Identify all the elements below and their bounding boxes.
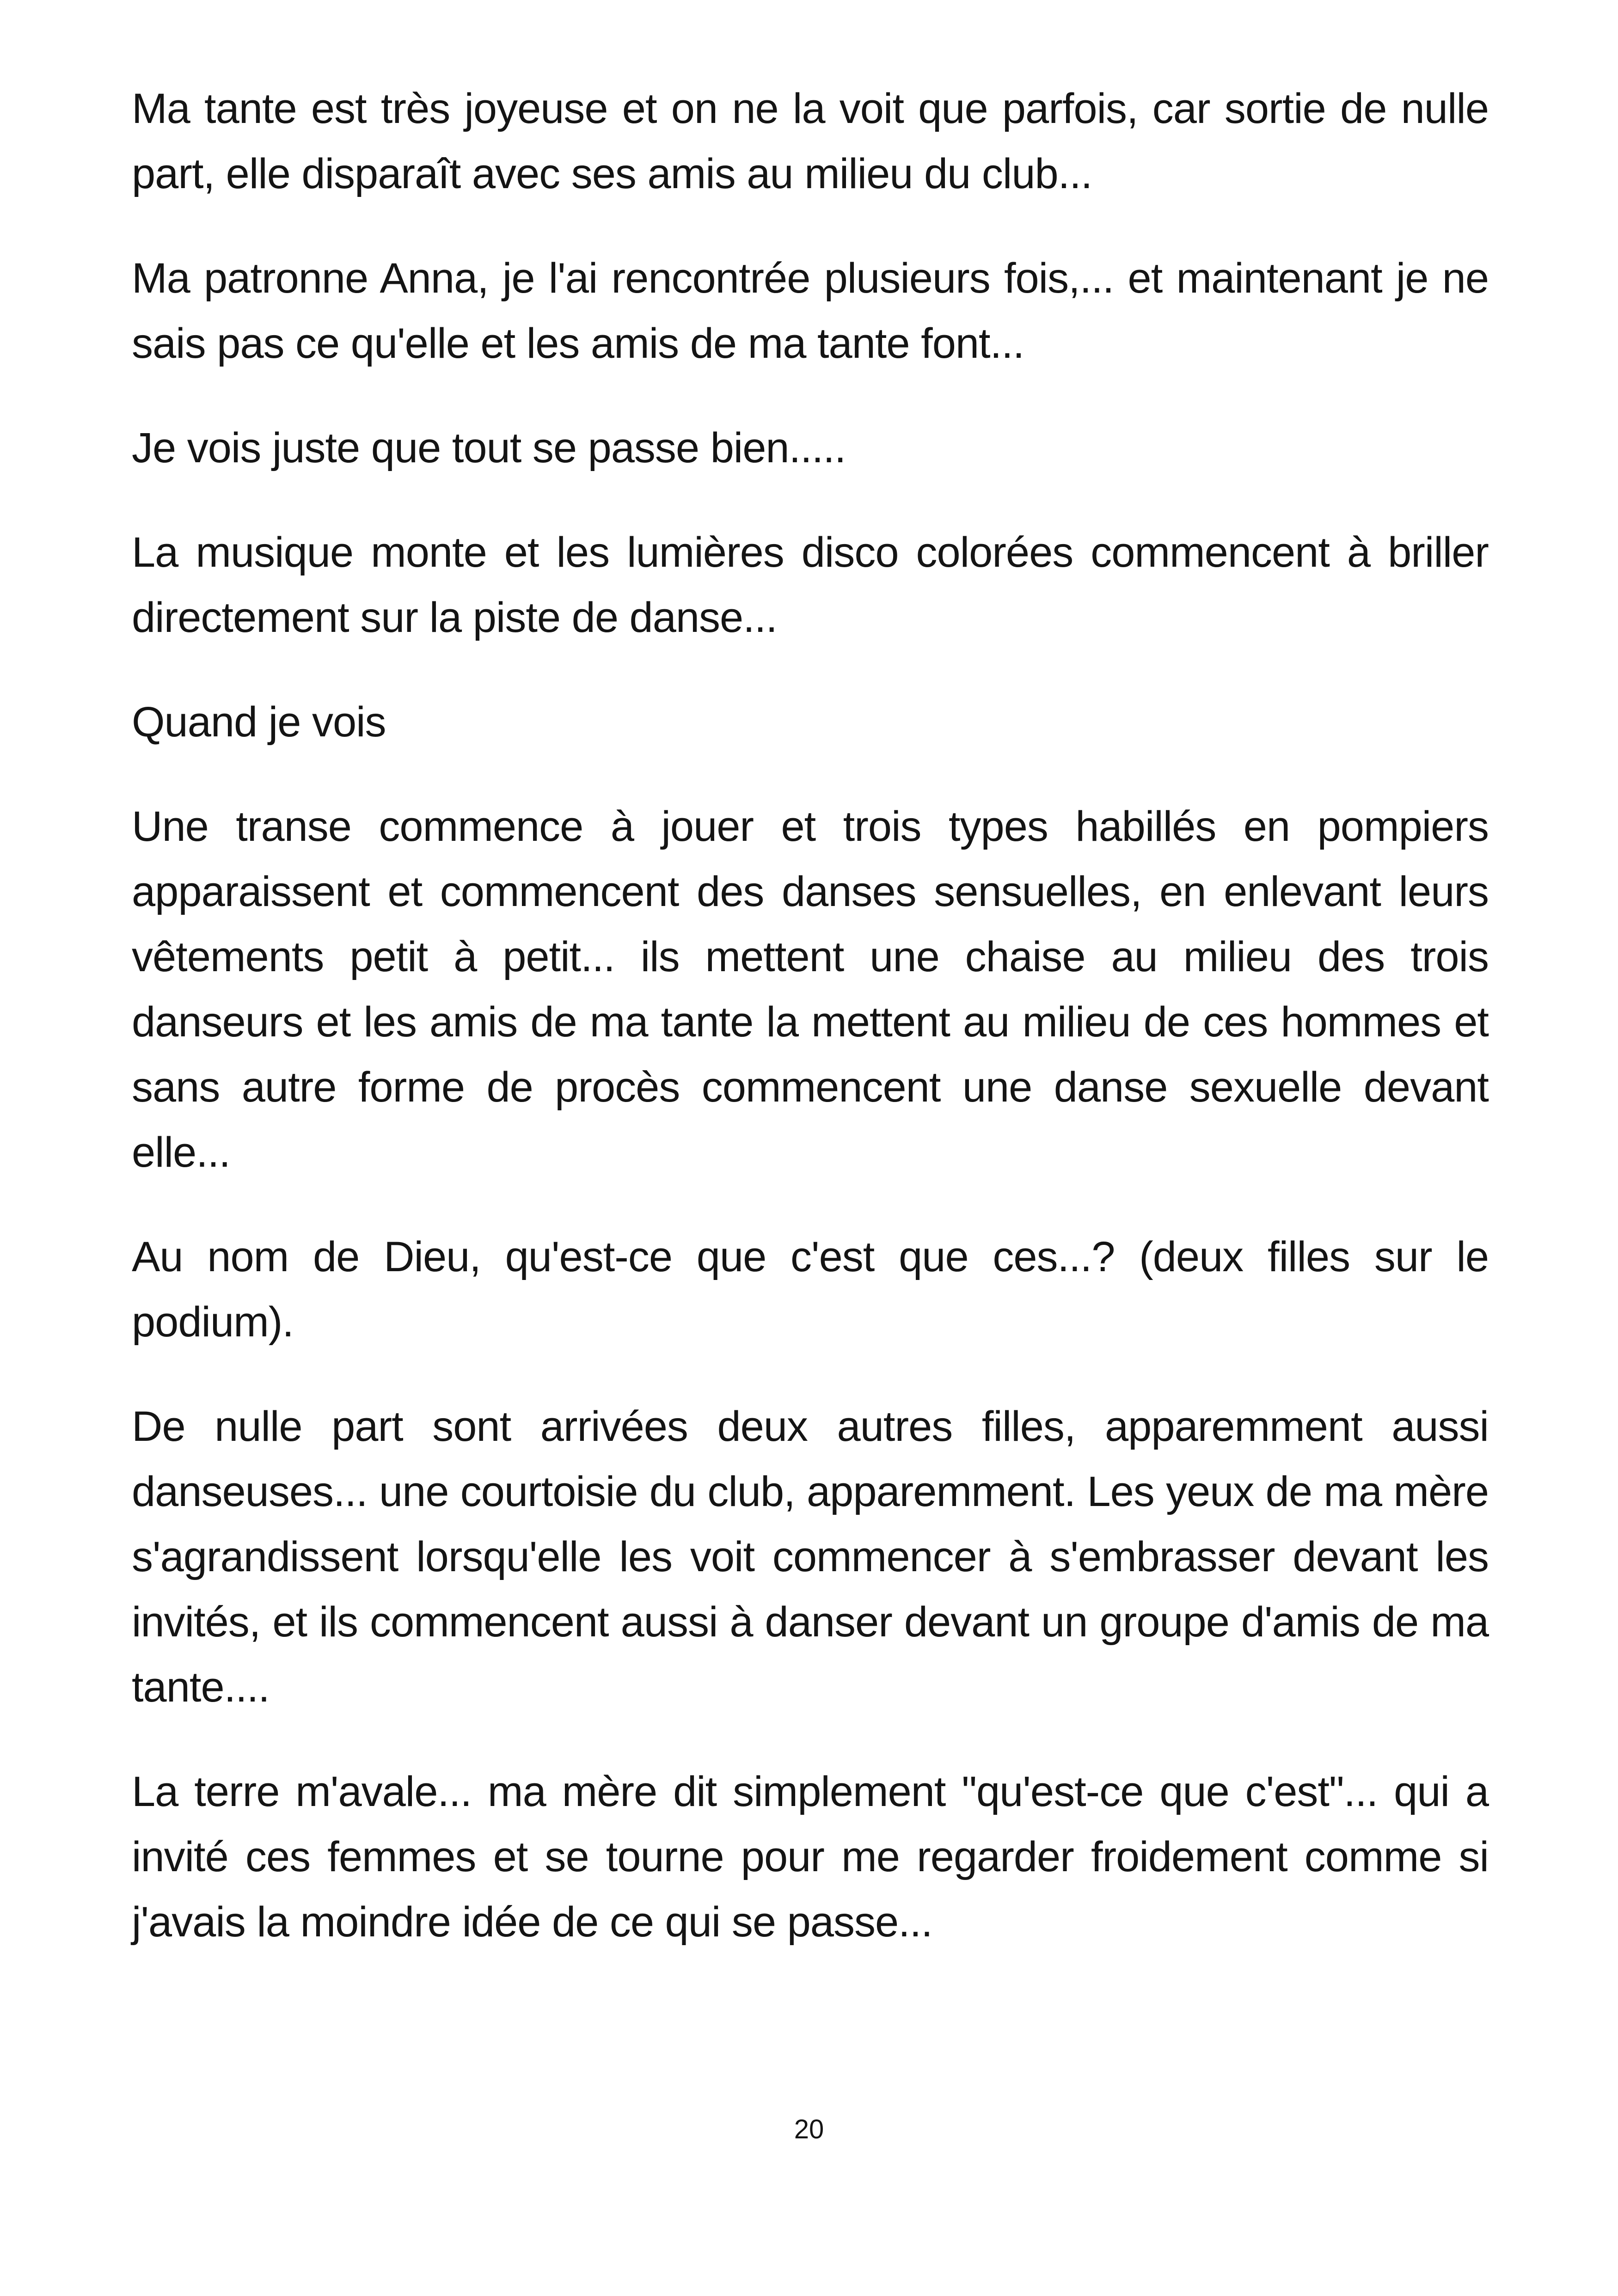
paragraph: Au nom de Dieu, qu'est-ce que c'est que ces...? (deux filles sur le podium). xyxy=(132,1233,1489,1346)
paragraph: De nulle part sont arrivées deux autres filles, apparemment aussi danseuses... une courtoisie du club, apparemment. Les yeux de ma mère s'agrandissent lorsqu'elle les voit commencer à s'embrasser devant les invités, et ils commencent aussi à danser devant un groupe d'amis de ma tante.... xyxy=(132,1403,1489,1711)
paragraph: Quand je vois xyxy=(132,698,386,746)
paragraph: La musique monte et les lumières disco colorées commencent à briller directement sur la piste de danse... xyxy=(132,529,1489,641)
body-text xyxy=(132,76,1489,1994)
paragraph: Ma tante est très joyeuse et on ne la voit que parfois, car sortie de nulle part, elle disparaît avec ses amis au milieu du club... xyxy=(132,85,1489,197)
page-number: 20 xyxy=(794,2114,824,2144)
paragraph: Je vois juste que tout se passe bien..... xyxy=(132,424,846,471)
paragraph: Ma patronne Anna, je l'ai rencontrée plusieurs fois,... et maintenant je ne sais pas ce qu'elle et les amis de ma tante font... xyxy=(132,255,1489,367)
paragraph: Une transe commence à jouer et trois types habillés en pompiers apparaissent et commencent des danses sensuelles, en enlevant leurs vêtements petit à petit... ils mettent une chaise au milieu des trois danseurs et les amis de ma tante la mettent au milieu de ces hommes et sans autre forme de procès commencent une danse sexuelle devant elle... xyxy=(132,803,1489,1176)
paragraph: La terre m'avale... ma mère dit simplement "qu'est-ce que c'est"... qui a invité ces femmes et se tourne pour me regarder froidement comme si j'avais la moindre idée de ce qui se passe... xyxy=(132,1768,1489,1946)
